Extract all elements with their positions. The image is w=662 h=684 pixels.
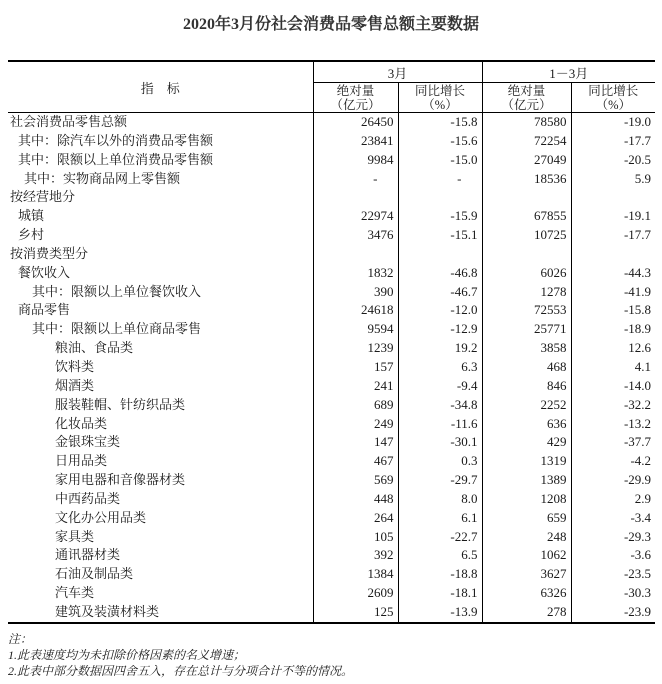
table-row xyxy=(8,188,655,207)
indicator-cell: 家具类 xyxy=(55,528,95,544)
table-row xyxy=(8,452,655,471)
value-cell: 10725 xyxy=(482,226,571,245)
value-cell: 278 xyxy=(482,603,571,622)
value-cell: 1239 xyxy=(313,339,398,358)
value-cell: -29.7 xyxy=(398,471,482,490)
value-cell: 1384 xyxy=(313,565,398,584)
table-row xyxy=(8,433,655,452)
indicator-cell: 服装鞋帽、针纺织品类 xyxy=(55,396,186,412)
abs-unit: （亿元） xyxy=(501,97,552,112)
value-cell xyxy=(571,188,655,207)
yoy-label: 同比增长 xyxy=(415,83,466,98)
table-row xyxy=(8,320,655,339)
footnote-line: 注： xyxy=(8,631,33,646)
value-cell: - xyxy=(398,170,482,189)
value-cell xyxy=(482,188,571,207)
value-cell: 22974 xyxy=(313,207,398,226)
indicator-cell: 石油及制品类 xyxy=(55,566,134,582)
value-cell: -3.4 xyxy=(571,509,655,528)
indicator-cell: 烟酒类 xyxy=(55,377,95,393)
value-cell: 157 xyxy=(313,358,398,377)
value-cell: 12.6 xyxy=(571,339,655,358)
value-cell: -15.9 xyxy=(398,207,482,226)
value-cell: -15.0 xyxy=(398,151,482,170)
indicator-cell: 日用品类 xyxy=(55,453,108,469)
value-cell: 5.9 xyxy=(571,170,655,189)
value-cell: 1319 xyxy=(482,452,571,471)
value-cell: 689 xyxy=(313,396,398,415)
value-cell: -29.9 xyxy=(571,471,655,490)
value-cell: 241 xyxy=(313,377,398,396)
indicator-cell: 社会消费品零售总额 xyxy=(10,114,128,129)
value-cell: -11.6 xyxy=(398,415,482,434)
value-cell: -15.8 xyxy=(571,301,655,320)
value-cell: 1389 xyxy=(482,471,571,490)
table-row xyxy=(8,528,655,547)
value-cell: 448 xyxy=(313,490,398,509)
indicator-cell: 家用电器和音像器材类 xyxy=(55,472,186,488)
value-cell: -15.6 xyxy=(398,132,482,151)
value-cell: 6326 xyxy=(482,584,571,603)
yoy-unit: （%） xyxy=(422,97,458,112)
value-cell: 429 xyxy=(482,433,571,452)
value-cell: -30.3 xyxy=(571,584,655,603)
value-cell: -34.8 xyxy=(398,396,482,415)
indicator-cell: 其中：实物商品网上零售额 xyxy=(24,170,181,186)
yoy-header-jan-mar xyxy=(571,83,655,113)
table-row xyxy=(8,245,655,264)
yoy-header-march xyxy=(398,83,482,113)
indicator-cell: 城镇 xyxy=(18,208,45,224)
value-cell: 1208 xyxy=(482,490,571,509)
table-row xyxy=(8,301,655,320)
value-cell: 2609 xyxy=(313,584,398,603)
value-cell: 569 xyxy=(313,471,398,490)
value-cell: -17.7 xyxy=(571,132,655,151)
value-cell: 8.0 xyxy=(398,490,482,509)
abs-header-jan-mar xyxy=(482,83,571,113)
value-cell: 26450 xyxy=(313,113,398,132)
table-row xyxy=(8,603,655,622)
value-cell: 3627 xyxy=(482,565,571,584)
value-cell: 18536 xyxy=(482,170,571,189)
table-row xyxy=(8,226,655,245)
table-row xyxy=(8,283,655,302)
yoy-label: 同比增长 xyxy=(588,83,639,98)
value-cell: 846 xyxy=(482,377,571,396)
indicator-cell: 粮油、食品类 xyxy=(55,340,134,356)
value-cell: -37.7 xyxy=(571,433,655,452)
value-cell: -30.1 xyxy=(398,433,482,452)
value-cell xyxy=(482,245,571,264)
value-cell: -41.9 xyxy=(571,283,655,302)
indicator-cell: 文化办公用品类 xyxy=(55,509,147,525)
indicator-cell: 按消费类型分 xyxy=(10,245,89,261)
value-cell: 72553 xyxy=(482,301,571,320)
value-cell: 6.1 xyxy=(398,509,482,528)
table-header xyxy=(8,62,655,113)
value-cell: 67855 xyxy=(482,207,571,226)
value-cell: 248 xyxy=(482,528,571,547)
value-cell xyxy=(398,188,482,207)
indicator-cell: 商品零售 xyxy=(18,302,71,318)
table-row xyxy=(8,396,655,415)
table-row xyxy=(8,170,655,189)
table-row xyxy=(8,490,655,509)
value-cell: -44.3 xyxy=(571,264,655,283)
value-cell: 3476 xyxy=(313,226,398,245)
value-cell: 6.5 xyxy=(398,546,482,565)
footnotes xyxy=(8,631,662,679)
indicator-header-cell: 指 标 xyxy=(8,62,313,113)
table-row xyxy=(8,358,655,377)
value-cell xyxy=(313,245,398,264)
value-cell: 72254 xyxy=(482,132,571,151)
indicator-cell: 按经营地分 xyxy=(10,189,76,205)
value-cell: -46.7 xyxy=(398,283,482,302)
value-cell: 264 xyxy=(313,509,398,528)
value-cell: -18.1 xyxy=(398,584,482,603)
value-cell: 636 xyxy=(482,415,571,434)
table-row xyxy=(8,151,655,170)
value-cell: -19.0 xyxy=(571,113,655,132)
indicator-cell: 其中：限额以上单位餐饮收入 xyxy=(32,283,202,299)
table-row xyxy=(8,207,655,226)
value-cell: -17.7 xyxy=(571,226,655,245)
value-cell: -15.8 xyxy=(398,113,482,132)
indicator-cell: 通讯器材类 xyxy=(55,547,121,563)
table-row xyxy=(8,415,655,434)
value-cell: 659 xyxy=(482,509,571,528)
period-header-march: 3月 xyxy=(313,62,482,83)
value-cell: 27049 xyxy=(482,151,571,170)
value-cell: -22.7 xyxy=(398,528,482,547)
value-cell: 0.3 xyxy=(398,452,482,471)
value-cell: -3.6 xyxy=(571,546,655,565)
value-cell: 1062 xyxy=(482,546,571,565)
value-cell: -13.2 xyxy=(571,415,655,434)
indicator-cell: 中西药品类 xyxy=(55,490,121,506)
value-cell: 4.1 xyxy=(571,358,655,377)
yoy-unit: （%） xyxy=(595,97,631,112)
table-row xyxy=(8,565,655,584)
value-cell: 467 xyxy=(313,452,398,471)
table-row xyxy=(8,584,655,603)
value-cell: 392 xyxy=(313,546,398,565)
page-title: 2020年3月份社会消费品零售总额主要数据 xyxy=(182,16,479,33)
value-cell: 249 xyxy=(313,415,398,434)
abs-unit: （亿元） xyxy=(330,97,381,112)
table-row xyxy=(8,339,655,358)
value-cell: - xyxy=(313,170,398,189)
abs-label: 绝对量 xyxy=(336,83,375,98)
indicator-cell: 乡村 xyxy=(18,227,45,243)
table-row xyxy=(8,113,655,132)
value-cell: 78580 xyxy=(482,113,571,132)
value-cell xyxy=(313,188,398,207)
abs-header-march xyxy=(313,83,398,113)
value-cell: 25771 xyxy=(482,320,571,339)
indicator-cell: 其中：限额以上单位消费品零售额 xyxy=(18,151,214,167)
value-cell: -13.9 xyxy=(398,603,482,622)
value-cell: 3858 xyxy=(482,339,571,358)
value-cell: -19.1 xyxy=(571,207,655,226)
indicator-cell: 化妆品类 xyxy=(55,415,108,431)
table-row xyxy=(8,132,655,151)
value-cell: -32.2 xyxy=(571,396,655,415)
value-cell: 2252 xyxy=(482,396,571,415)
retail-sales-table-wrap xyxy=(8,60,655,624)
value-cell: 105 xyxy=(313,528,398,547)
indicator-cell: 建筑及装潢材料类 xyxy=(55,603,160,619)
value-cell: 9594 xyxy=(313,320,398,339)
value-cell: -14.0 xyxy=(571,377,655,396)
value-cell xyxy=(571,245,655,264)
value-cell: 6026 xyxy=(482,264,571,283)
value-cell: -23.9 xyxy=(571,603,655,622)
value-cell: 9984 xyxy=(313,151,398,170)
value-cell: -46.8 xyxy=(398,264,482,283)
indicator-cell: 其中：限额以上单位商品零售 xyxy=(32,321,202,337)
table-row xyxy=(8,264,655,283)
value-cell: -18.9 xyxy=(571,320,655,339)
indicator-cell: 其中：除汽车以外的消费品零售额 xyxy=(18,132,214,148)
value-cell: -12.9 xyxy=(398,320,482,339)
value-cell: -15.1 xyxy=(398,226,482,245)
indicator-cell: 餐饮收入 xyxy=(18,264,71,280)
value-cell: -29.3 xyxy=(571,528,655,547)
value-cell: 1832 xyxy=(313,264,398,283)
value-cell: 147 xyxy=(313,433,398,452)
value-cell: 390 xyxy=(313,283,398,302)
value-cell: -18.8 xyxy=(398,565,482,584)
value-cell: 2.9 xyxy=(571,490,655,509)
indicator-cell: 金银珠宝类 xyxy=(55,434,121,450)
abs-label: 绝对量 xyxy=(507,83,546,98)
table-row xyxy=(8,509,655,528)
value-cell: 24618 xyxy=(313,301,398,320)
main-table xyxy=(8,62,655,622)
footnote-line: 2.此表中部分数据因四舍五入，存在总计与分项合计不等的情况。 xyxy=(8,663,354,678)
value-cell: 468 xyxy=(482,358,571,377)
table-body xyxy=(8,113,655,622)
value-cell: 1278 xyxy=(482,283,571,302)
indicator-cell: 汽车类 xyxy=(55,585,95,601)
table-row xyxy=(8,377,655,396)
value-cell: 125 xyxy=(313,603,398,622)
value-cell: 19.2 xyxy=(398,339,482,358)
footnote-line: 1.此表速度均为未扣除价格因素的名义增速； xyxy=(8,647,246,662)
value-cell: -12.0 xyxy=(398,301,482,320)
table-row xyxy=(8,471,655,490)
value-cell: -20.5 xyxy=(571,151,655,170)
value-cell xyxy=(398,245,482,264)
value-cell: -4.2 xyxy=(571,452,655,471)
table-row xyxy=(8,546,655,565)
indicator-cell: 饮料类 xyxy=(55,358,95,374)
value-cell: -9.4 xyxy=(398,377,482,396)
header-period-row xyxy=(8,62,655,83)
value-cell: -23.5 xyxy=(571,565,655,584)
value-cell: 23841 xyxy=(313,132,398,151)
value-cell: 6.3 xyxy=(398,358,482,377)
period-header-jan-mar: 1－3月 xyxy=(482,62,655,83)
